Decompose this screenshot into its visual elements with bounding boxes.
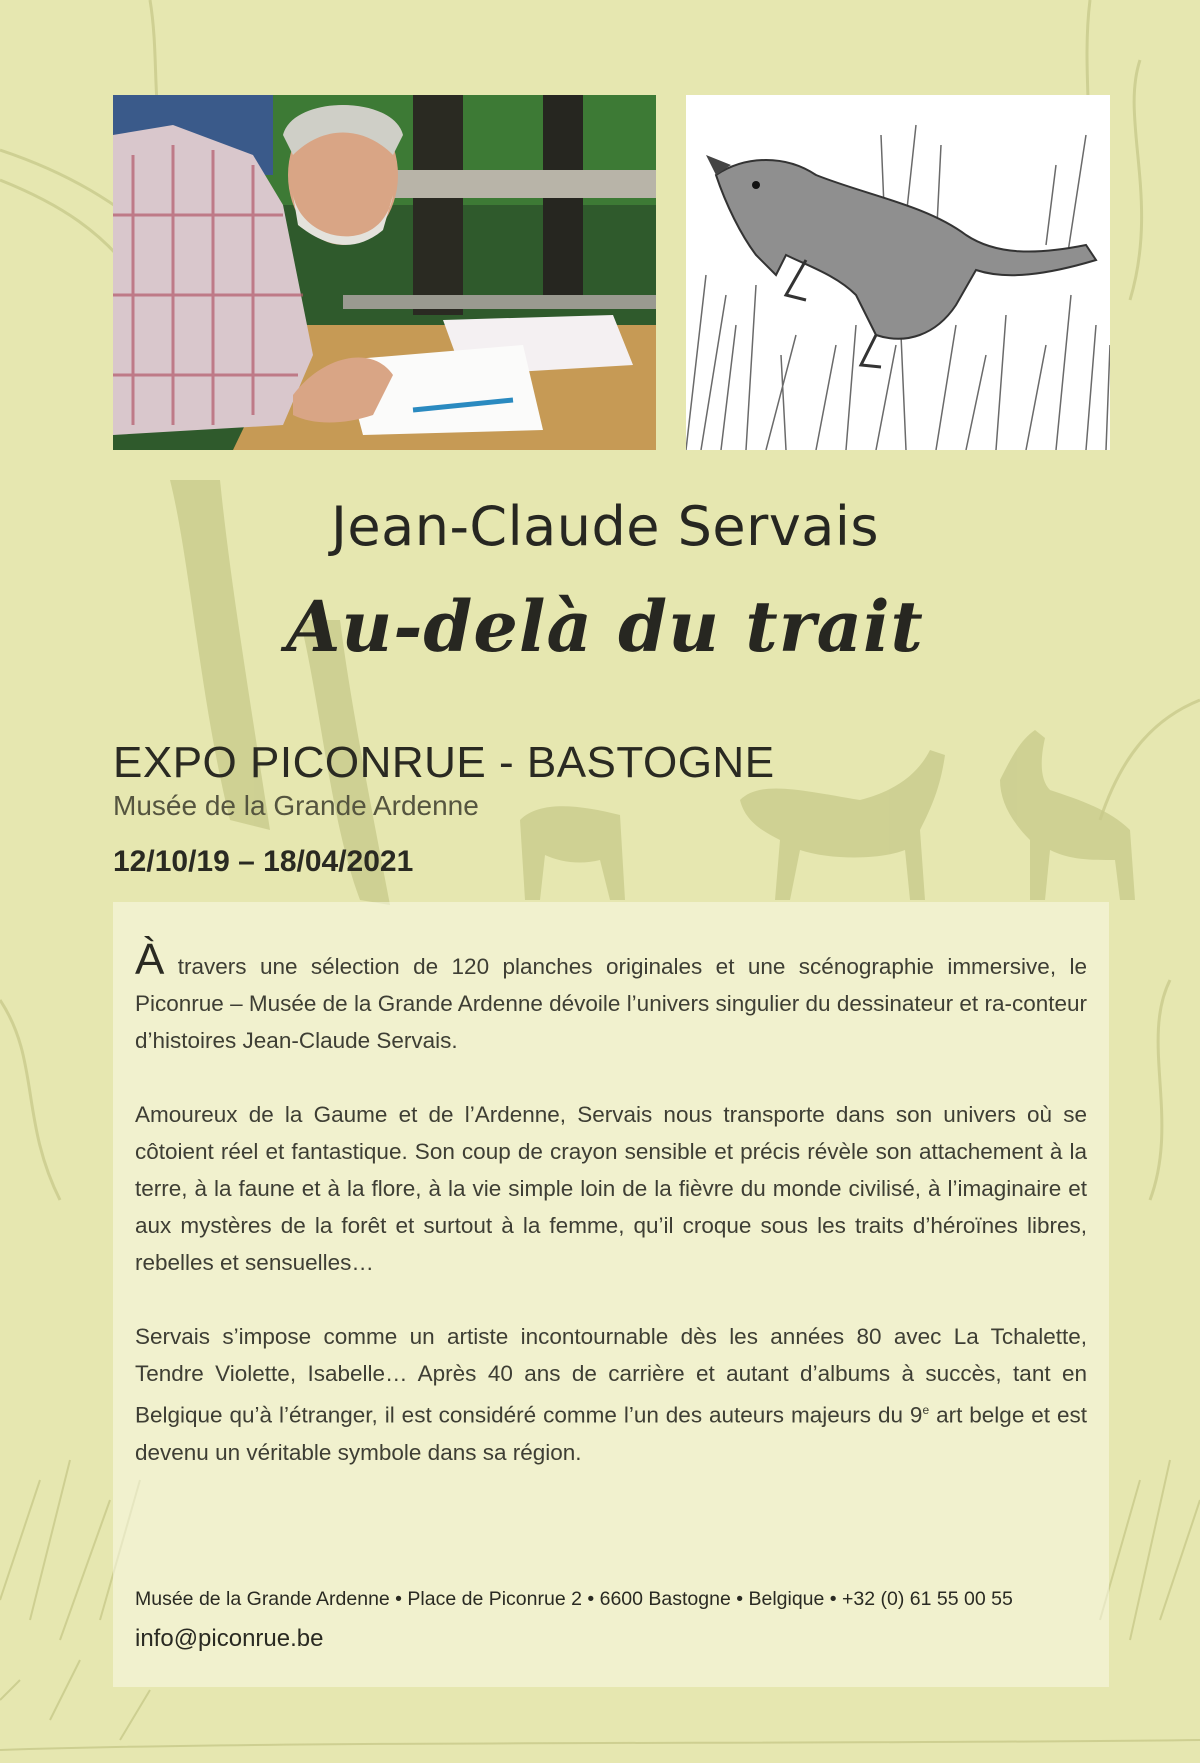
artist-photo-illustration bbox=[113, 95, 656, 450]
exhibition-dates: 12/10/19 – 18/04/2021 bbox=[113, 845, 414, 878]
ordinal-superscript: e bbox=[922, 1403, 930, 1417]
body-text bbox=[135, 935, 1087, 1508]
contact-block bbox=[135, 1588, 1087, 1653]
venue-name: Musée de la Grande Ardenne bbox=[113, 790, 479, 821]
paragraph-intro bbox=[135, 935, 1087, 1059]
exhibition-subtitle: Au-delà du trait bbox=[286, 585, 924, 668]
wolf-drawing bbox=[686, 95, 1110, 450]
drop-cap: À bbox=[135, 935, 165, 984]
artist-name: Jean-Claude Servais bbox=[330, 495, 880, 558]
contact-address: Musée de la Grande Ardenne • Place de Piconrue 2 • 6600 Bastogne • Belgique • +32 (0) 61 55 00 55 bbox=[135, 1588, 1013, 1610]
paragraph-career bbox=[135, 1318, 1087, 1471]
paragraph-career-text-end: art belge et est devenu un véritable symbole dans sa région. bbox=[135, 1402, 1087, 1465]
paragraph-career-text-start: Servais s’impose comme un artiste incontournable dès les années 80 avec La Tchalette, Tendre Violette, Isabelle… Après 40 ans de carrière et autant d’albums à succès, tant en Belgique qu’à l’étranger, il est considéré comme l’un des auteurs majeurs du 9 bbox=[135, 1324, 1087, 1428]
contact-email-link[interactable]: info@piconrue.be bbox=[135, 1625, 324, 1652]
paragraph-intro-text: travers une sélection de 120 planches originales et une scénographie immersive, le Piconrue – Musée de la Grande Ardenne dévoile l’univers singulier du dessinateur et ra-conteur d’histoires Jean-Claude Servais. bbox=[135, 954, 1087, 1053]
wolf-drawing-illustration bbox=[686, 95, 1110, 450]
expo-title: EXPO PICONRUE - BASTOGNE bbox=[113, 738, 775, 787]
paragraph-universe: Amoureux de la Gaume et de l’Ardenne, Servais nous transporte dans son univers où se côtoient réel et fantastique. Son coup de crayon sensible et précis révèle son attachement à la terre, à la faune et à la flore, à la vie simple loin de la fièvre du monde civilisé, à l’imaginaire et aux mystères de la forêt et surtout à la femme, qu’il croque sous les traits d’héroïnes libres, rebelles et sensuelles… bbox=[135, 1102, 1087, 1275]
artist-photo bbox=[113, 95, 656, 450]
